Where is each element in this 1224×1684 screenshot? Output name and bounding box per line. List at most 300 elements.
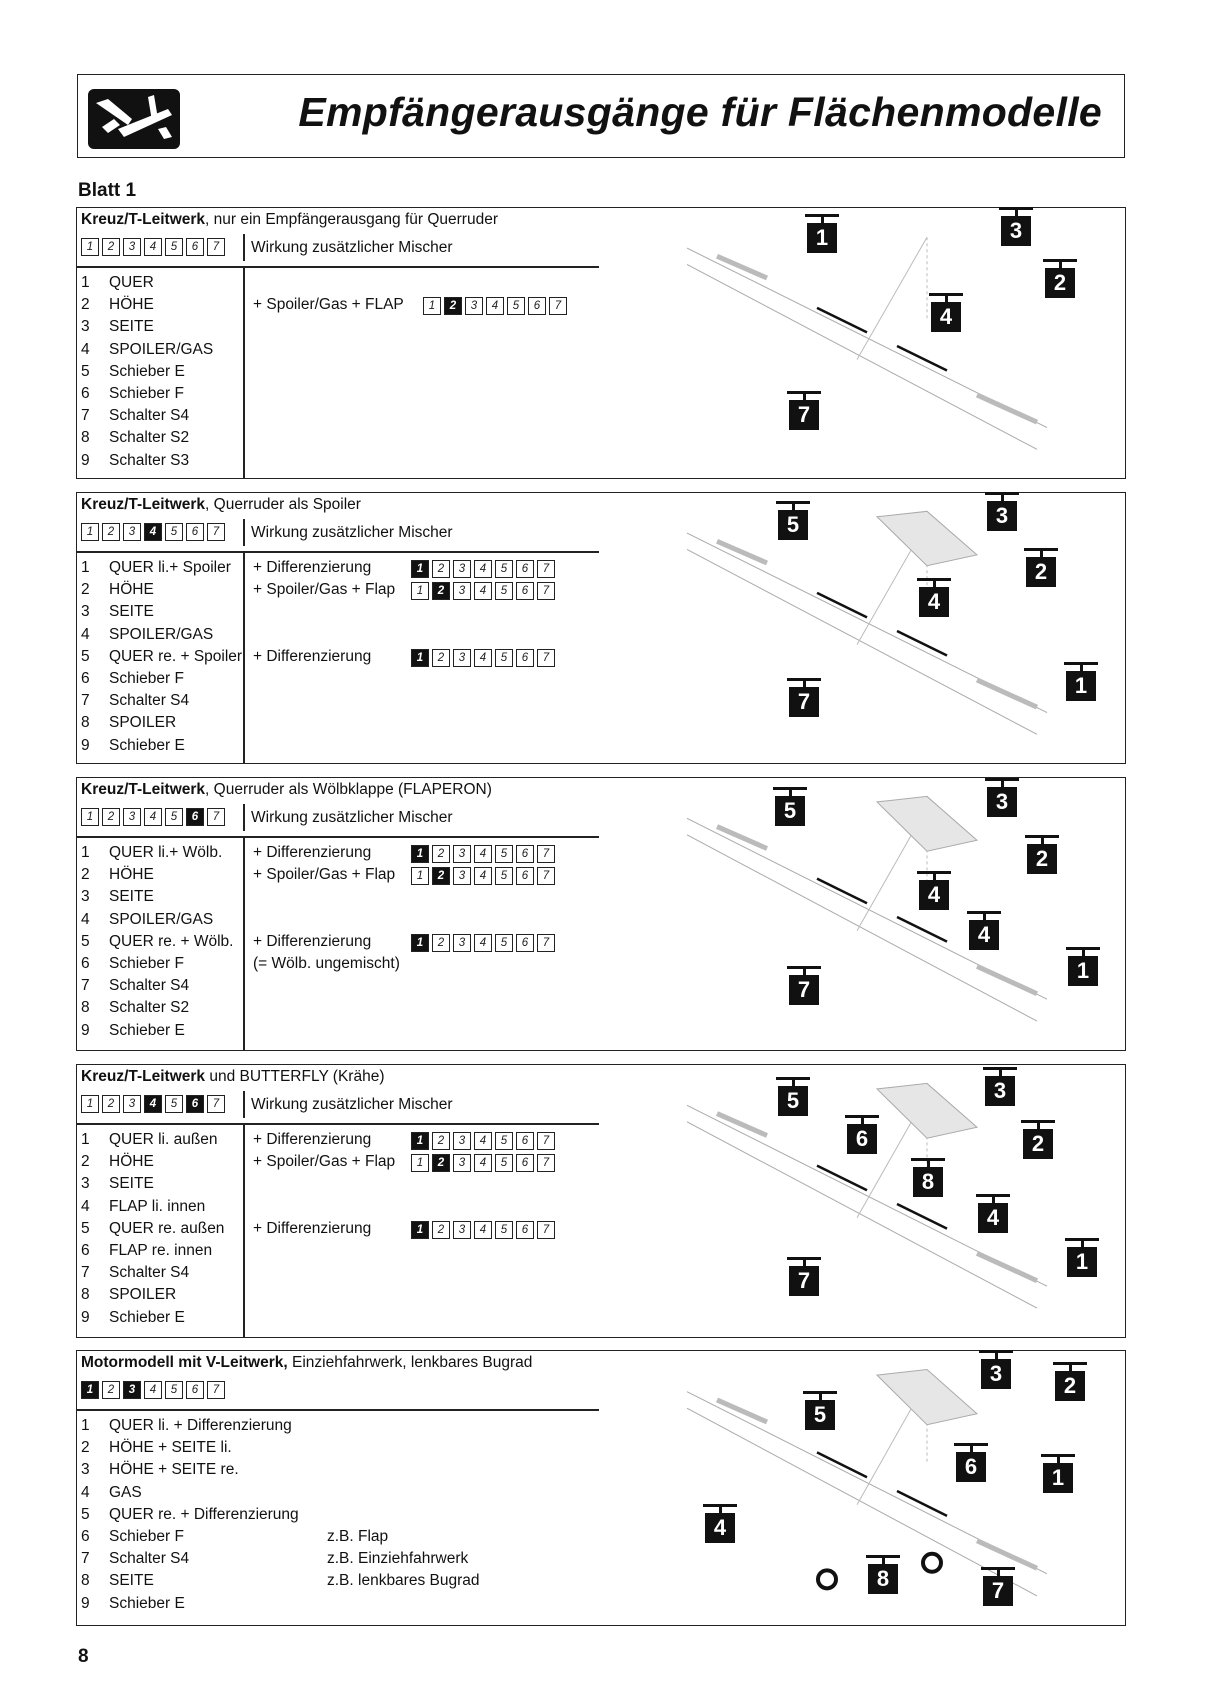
output-box-2: 2	[102, 808, 120, 826]
channel-row	[81, 1528, 299, 1550]
channel-number: 7	[81, 977, 90, 995]
divider	[243, 234, 245, 261]
mixer-box-1: 1	[411, 582, 429, 600]
output-box-5: 5	[165, 523, 183, 541]
mixer-box-6: 6	[528, 297, 546, 315]
channel-number: 1	[81, 559, 90, 576]
mixer-box-7: 7	[537, 867, 555, 885]
divider	[243, 804, 245, 831]
glider-drawing	[677, 495, 1117, 763]
channel-number: 9	[81, 1594, 90, 1612]
mixer-box-6: 6	[516, 1154, 534, 1172]
servo-tag-6: 6	[956, 1452, 986, 1482]
mixer-box-6: 6	[516, 867, 534, 885]
servo-tag-1: 1	[1068, 956, 1098, 986]
output-box-7: 7	[207, 238, 225, 256]
glider-drawing	[677, 1067, 1117, 1337]
divider	[77, 551, 599, 553]
mixer-box-3: 3	[453, 649, 471, 667]
output-box-3: 3	[123, 1381, 141, 1399]
output-box-4: 4	[144, 238, 162, 256]
channel-number: 7	[81, 1264, 90, 1282]
mixer-box-2: 2	[432, 1221, 450, 1239]
mixer-boxes	[411, 649, 555, 667]
channel-name: Schieber E	[109, 1308, 185, 1326]
mixer-box-2: 2	[432, 845, 450, 863]
channel-name: QUER re. + Wölb.	[109, 932, 234, 950]
channel-name: SPOILER/GAS	[109, 340, 214, 358]
channel-row	[81, 1131, 224, 1153]
output-box-6: 6	[186, 523, 204, 541]
output-box-5: 5	[165, 1381, 183, 1399]
channel-number: 2	[81, 1439, 90, 1457]
channel-row	[81, 1175, 224, 1197]
channel-number: 5	[81, 932, 90, 950]
servo-tag-1: 1	[807, 223, 837, 253]
mixer-box-4: 4	[474, 560, 492, 578]
page-header	[77, 74, 1125, 158]
output-box-2: 2	[102, 1095, 120, 1113]
servo-tag-3: 3	[981, 1359, 1011, 1389]
output-box-6: 6	[186, 238, 204, 256]
mixer-box-7: 7	[537, 845, 555, 863]
channel-number: 5	[81, 362, 90, 380]
mixer-boxes	[411, 1132, 555, 1150]
channel-name: HÖHE + SEITE re.	[109, 1461, 239, 1479]
channel-name: QUER li. + Differenzierung	[109, 1417, 292, 1434]
mixer-box-3: 3	[465, 297, 483, 315]
channel-name: SEITE	[109, 603, 154, 621]
channel-example: z.B. lenkbares Bugrad	[327, 1572, 480, 1590]
mixer-box-7: 7	[537, 934, 555, 952]
channel-row	[81, 429, 213, 451]
mixer-box-1: 1	[411, 934, 429, 952]
section-title: Kreuz/T-Leitwerk und BUTTERFLY (Krähe)	[81, 1068, 385, 1085]
section-kreuz-spoiler	[76, 492, 1126, 764]
servo-tag-2: 2	[1026, 557, 1056, 587]
output-box-6: 6	[186, 1381, 204, 1399]
airplane-icon	[88, 89, 180, 149]
channel-name: HÖHE	[109, 1153, 154, 1171]
channel-name: SPOILER	[109, 714, 177, 732]
channel-row	[81, 1572, 299, 1594]
section-title: Motormodell mit V-Leitwerk, Einziehfahrwerk, lenkbares Bugrad	[81, 1354, 533, 1371]
output-box-7: 7	[207, 523, 225, 541]
channel-name: SEITE	[109, 1572, 154, 1590]
channel-name: GAS	[109, 1483, 142, 1501]
mixer-box-5: 5	[495, 582, 513, 600]
divider	[243, 1123, 245, 1337]
mixer-box-7: 7	[537, 582, 555, 600]
channel-example: z.B. Flap	[327, 1528, 389, 1545]
servo-tag-7: 7	[789, 400, 819, 430]
servo-tag-5: 5	[775, 796, 805, 826]
mixer-boxes	[423, 297, 567, 315]
output-boxes	[81, 523, 225, 541]
channel-name: Schieber E	[109, 1594, 185, 1612]
servo-tag-4: 4	[931, 302, 961, 332]
channel-number: 3	[81, 1461, 90, 1479]
mixer-box-4: 4	[474, 867, 492, 885]
channel-name: SPOILER/GAS	[109, 625, 214, 643]
channel-row	[81, 385, 213, 407]
channel-row	[81, 1417, 299, 1439]
mixer-header: Wirkung zusätzlicher Mischer	[251, 1096, 453, 1113]
mixer-box-5: 5	[495, 934, 513, 952]
channel-number: 6	[81, 1527, 90, 1545]
glider-drawing	[677, 210, 1117, 478]
channel-number: 9	[81, 1021, 90, 1039]
channel-name: Schieber F	[109, 384, 184, 402]
glider-drawing	[677, 780, 1117, 1050]
mixer-box-4: 4	[474, 934, 492, 952]
output-box-7: 7	[207, 1095, 225, 1113]
channel-number: 1	[81, 844, 90, 861]
channel-row	[81, 363, 213, 385]
channel-name: FLAP li. innen	[109, 1197, 206, 1215]
servo-tag-7: 7	[789, 975, 819, 1005]
channel-number: 3	[81, 1175, 90, 1193]
output-box-7: 7	[207, 808, 225, 826]
output-box-2: 2	[102, 523, 120, 541]
mixer-box-2: 2	[432, 649, 450, 667]
channel-number: 4	[81, 1197, 90, 1215]
servo-tag-2: 2	[1055, 1371, 1085, 1401]
mixer-label: + Spoiler/Gas + FLAP	[253, 296, 404, 314]
output-box-4: 4	[144, 523, 162, 541]
mixer-box-5: 5	[507, 297, 525, 315]
channel-name: QUER li. außen	[109, 1131, 218, 1148]
channel-row	[81, 1439, 299, 1461]
output-boxes	[81, 808, 225, 826]
servo-tag-5: 5	[805, 1400, 835, 1430]
channel-name: Schalter S4	[109, 407, 190, 425]
servo-tag-4: 4	[969, 920, 999, 950]
channel-row	[81, 559, 242, 581]
servo-tag-3: 3	[987, 787, 1017, 817]
channel-number: 3	[81, 888, 90, 906]
channel-row	[81, 274, 213, 296]
channel-row	[81, 407, 213, 429]
mixer-box-2: 2	[432, 582, 450, 600]
servo-tag-2: 2	[1045, 268, 1075, 298]
output-box-1: 1	[81, 523, 99, 541]
servo-tag-6: 6	[847, 1124, 877, 1154]
channel-number: 5	[81, 647, 90, 665]
mixer-label: + Spoiler/Gas + Flap	[253, 1153, 396, 1171]
section-kreuz-one-aileron	[76, 207, 1126, 479]
channel-name: Schieber E	[109, 362, 185, 380]
mixer-note: (= Wölb. ungemischt)	[253, 955, 400, 972]
channel-row	[81, 714, 242, 736]
channel-number: 4	[81, 910, 90, 928]
mixer-label: + Spoiler/Gas + Flap	[253, 866, 396, 884]
mixer-label: + Differenzierung	[253, 559, 372, 576]
mixer-boxes	[411, 1154, 555, 1172]
mixer-boxes	[411, 867, 555, 885]
channel-row	[81, 1595, 299, 1617]
section-kreuz-butterfly	[76, 1064, 1126, 1338]
mixer-label: + Spoiler/Gas + Flap	[253, 581, 396, 599]
mixer-box-4: 4	[474, 845, 492, 863]
output-box-2: 2	[102, 238, 120, 256]
channel-list	[81, 274, 213, 474]
divider	[243, 836, 245, 1050]
output-box-1: 1	[81, 1381, 99, 1399]
output-box-4: 4	[144, 1381, 162, 1399]
mixer-box-2: 2	[444, 297, 462, 315]
channel-row	[81, 933, 233, 955]
channel-row	[81, 603, 242, 625]
channel-name: Schalter S3	[109, 451, 190, 469]
channel-row	[81, 1022, 233, 1044]
channel-number: 5	[81, 1505, 90, 1523]
servo-tag-3: 3	[985, 1076, 1015, 1106]
mixer-box-5: 5	[495, 1154, 513, 1172]
mixer-label: + Differenzierung	[253, 1219, 372, 1237]
divider	[77, 836, 599, 838]
mixer-box-4: 4	[474, 1221, 492, 1239]
channel-name: FLAP re. innen	[109, 1241, 213, 1259]
output-box-1: 1	[81, 1095, 99, 1113]
channel-row	[81, 648, 242, 670]
section-title: Kreuz/T-Leitwerk, Querruder als Spoiler	[81, 496, 361, 513]
mixer-box-6: 6	[516, 934, 534, 952]
mixer-box-1: 1	[411, 649, 429, 667]
output-box-1: 1	[81, 808, 99, 826]
channel-row	[81, 1309, 224, 1331]
mixer-box-3: 3	[453, 845, 471, 863]
channel-row	[81, 1484, 299, 1506]
mixer-label: + Differenzierung	[253, 932, 372, 950]
channel-row	[81, 626, 242, 648]
servo-tag-7: 7	[789, 687, 819, 717]
channel-row	[81, 955, 233, 977]
channel-number: 2	[81, 866, 90, 884]
mixer-box-3: 3	[453, 1132, 471, 1150]
mixer-box-6: 6	[516, 649, 534, 667]
channel-row	[81, 1264, 224, 1286]
channel-name: Schieber F	[109, 954, 184, 972]
servo-tag-1: 1	[1043, 1463, 1073, 1493]
mixer-box-2: 2	[432, 560, 450, 578]
channel-name: Schieber F	[109, 1527, 184, 1545]
channel-name: SPOILER/GAS	[109, 910, 214, 928]
servo-tag-1: 1	[1067, 1247, 1097, 1277]
output-box-6: 6	[186, 1095, 204, 1113]
mixer-box-3: 3	[453, 1154, 471, 1172]
channel-number: 4	[81, 340, 90, 358]
channel-number: 2	[81, 581, 90, 599]
mixer-box-3: 3	[453, 582, 471, 600]
channel-row	[81, 1550, 299, 1572]
channel-name: HÖHE	[109, 581, 154, 599]
channel-row	[81, 1198, 224, 1220]
channel-number: 7	[81, 692, 90, 710]
channel-row	[81, 1286, 224, 1308]
servo-tag-5: 5	[778, 510, 808, 540]
channel-number: 8	[81, 999, 90, 1017]
mixer-box-6: 6	[516, 582, 534, 600]
channel-number: 6	[81, 1241, 90, 1259]
mixer-box-6: 6	[516, 560, 534, 578]
mixer-box-4: 4	[474, 1132, 492, 1150]
channel-row	[81, 866, 233, 888]
output-box-5: 5	[165, 238, 183, 256]
sheet-label: Blatt 1	[78, 180, 137, 201]
channel-number: 2	[81, 296, 90, 314]
output-boxes	[81, 238, 225, 256]
channel-number: 7	[81, 407, 90, 425]
channel-name: QUER re. + Differenzierung	[109, 1505, 299, 1523]
channel-number: 6	[81, 954, 90, 972]
channel-number: 4	[81, 1483, 90, 1501]
channel-name: QUER li.+ Wölb.	[109, 844, 223, 861]
mixer-box-3: 3	[453, 867, 471, 885]
channel-number: 8	[81, 1572, 90, 1590]
channel-name: HÖHE + SEITE li.	[109, 1439, 232, 1457]
servo-tag-3: 3	[1001, 216, 1031, 246]
output-boxes	[81, 1381, 225, 1399]
divider	[243, 1091, 245, 1118]
mixer-box-4: 4	[474, 1154, 492, 1172]
mixer-box-5: 5	[495, 867, 513, 885]
channel-row	[81, 1242, 224, 1264]
channel-name: HÖHE	[109, 296, 154, 314]
channel-number: 5	[81, 1219, 90, 1237]
servo-tag-2: 2	[1023, 1129, 1053, 1159]
page-title: Empfängerausgänge für Flächenmodelle	[298, 89, 1102, 135]
mixer-box-7: 7	[537, 1132, 555, 1150]
mixer-box-7: 7	[549, 297, 567, 315]
channel-number: 2	[81, 1153, 90, 1171]
mixer-box-5: 5	[495, 845, 513, 863]
channel-row	[81, 692, 242, 714]
mixer-box-1: 1	[423, 297, 441, 315]
output-boxes	[81, 1095, 225, 1113]
channel-name: SPOILER	[109, 1286, 177, 1304]
channel-number: 8	[81, 429, 90, 447]
channel-name: QUER re. + Spoiler	[109, 647, 243, 665]
channel-row	[81, 581, 242, 603]
output-box-3: 3	[123, 238, 141, 256]
divider	[77, 1409, 599, 1411]
channel-name: HÖHE	[109, 866, 154, 884]
channel-name: Schieber F	[109, 669, 184, 687]
channel-row	[81, 1506, 299, 1528]
channel-list	[81, 1417, 299, 1617]
servo-tag-2: 2	[1027, 844, 1057, 874]
mixer-header: Wirkung zusätzlicher Mischer	[251, 524, 453, 541]
channel-name: Schieber E	[109, 736, 185, 754]
mixer-box-3: 3	[453, 560, 471, 578]
divider	[243, 519, 245, 546]
mixer-box-3: 3	[453, 934, 471, 952]
mixer-box-2: 2	[432, 1154, 450, 1172]
servo-tag-4: 4	[705, 1513, 735, 1543]
output-box-3: 3	[123, 808, 141, 826]
channel-name: Schalter S4	[109, 692, 190, 710]
mixer-label: + Differenzierung	[253, 647, 372, 665]
channel-name: SEITE	[109, 888, 154, 906]
output-box-5: 5	[165, 1095, 183, 1113]
mixer-box-4: 4	[474, 582, 492, 600]
servo-tag-5: 5	[778, 1086, 808, 1116]
mixer-box-1: 1	[411, 1154, 429, 1172]
servo-tag-8: 8	[868, 1564, 898, 1594]
mixer-box-4: 4	[486, 297, 504, 315]
mixer-box-2: 2	[432, 867, 450, 885]
channel-name: Schalter S4	[109, 1550, 190, 1568]
channel-list	[81, 559, 242, 759]
channel-row	[81, 888, 233, 910]
channel-row	[81, 844, 233, 866]
channel-number: 7	[81, 1550, 90, 1568]
channel-name: Schalter S4	[109, 977, 190, 995]
mixer-box-5: 5	[495, 560, 513, 578]
channel-name: SEITE	[109, 318, 154, 336]
mixer-box-6: 6	[516, 1132, 534, 1150]
mixer-boxes	[411, 582, 555, 600]
channel-number: 3	[81, 603, 90, 621]
channel-row	[81, 670, 242, 692]
section-title: Kreuz/T-Leitwerk, Querruder als Wölbklappe (FLAPERON)	[81, 781, 492, 798]
mixer-boxes	[411, 1221, 555, 1239]
mixer-box-7: 7	[537, 1221, 555, 1239]
output-box-3: 3	[123, 1095, 141, 1113]
channel-number: 9	[81, 451, 90, 469]
mixer-box-5: 5	[495, 1132, 513, 1150]
channel-row	[81, 977, 233, 999]
mixer-header: Wirkung zusätzlicher Mischer	[251, 239, 453, 256]
mixer-box-3: 3	[453, 1221, 471, 1239]
servo-tag-1: 1	[1066, 671, 1096, 701]
mixer-box-1: 1	[411, 845, 429, 863]
channel-example: z.B. Einziehfahrwerk	[327, 1550, 469, 1568]
channel-row	[81, 737, 242, 759]
mixer-box-7: 7	[537, 560, 555, 578]
mixer-box-1: 1	[411, 867, 429, 885]
mixer-box-2: 2	[432, 934, 450, 952]
mixer-box-1: 1	[411, 1132, 429, 1150]
output-box-7: 7	[207, 1381, 225, 1399]
channel-name: QUER re. außen	[109, 1219, 225, 1237]
mixer-box-2: 2	[432, 1132, 450, 1150]
divider	[77, 1123, 599, 1125]
servo-tag-7: 7	[789, 1266, 819, 1296]
mixer-box-1: 1	[411, 1221, 429, 1239]
channel-name: Schalter S2	[109, 999, 190, 1017]
mixer-box-5: 5	[495, 1221, 513, 1239]
servo-tag-4: 4	[919, 880, 949, 910]
channel-row	[81, 1461, 299, 1483]
mixer-box-1: 1	[411, 560, 429, 578]
channel-row	[81, 911, 233, 933]
channel-row	[81, 1153, 224, 1175]
channel-list	[81, 1131, 224, 1331]
channel-row	[81, 296, 213, 318]
section-kreuz-flaperon	[76, 777, 1126, 1051]
mixer-boxes	[411, 845, 555, 863]
mixer-box-6: 6	[516, 845, 534, 863]
output-box-4: 4	[144, 808, 162, 826]
channel-number: 3	[81, 318, 90, 336]
servo-tag-3: 3	[987, 501, 1017, 531]
channel-row	[81, 1220, 224, 1242]
mixer-box-5: 5	[495, 649, 513, 667]
mixer-boxes	[411, 934, 555, 952]
servo-tag-4: 4	[919, 587, 949, 617]
